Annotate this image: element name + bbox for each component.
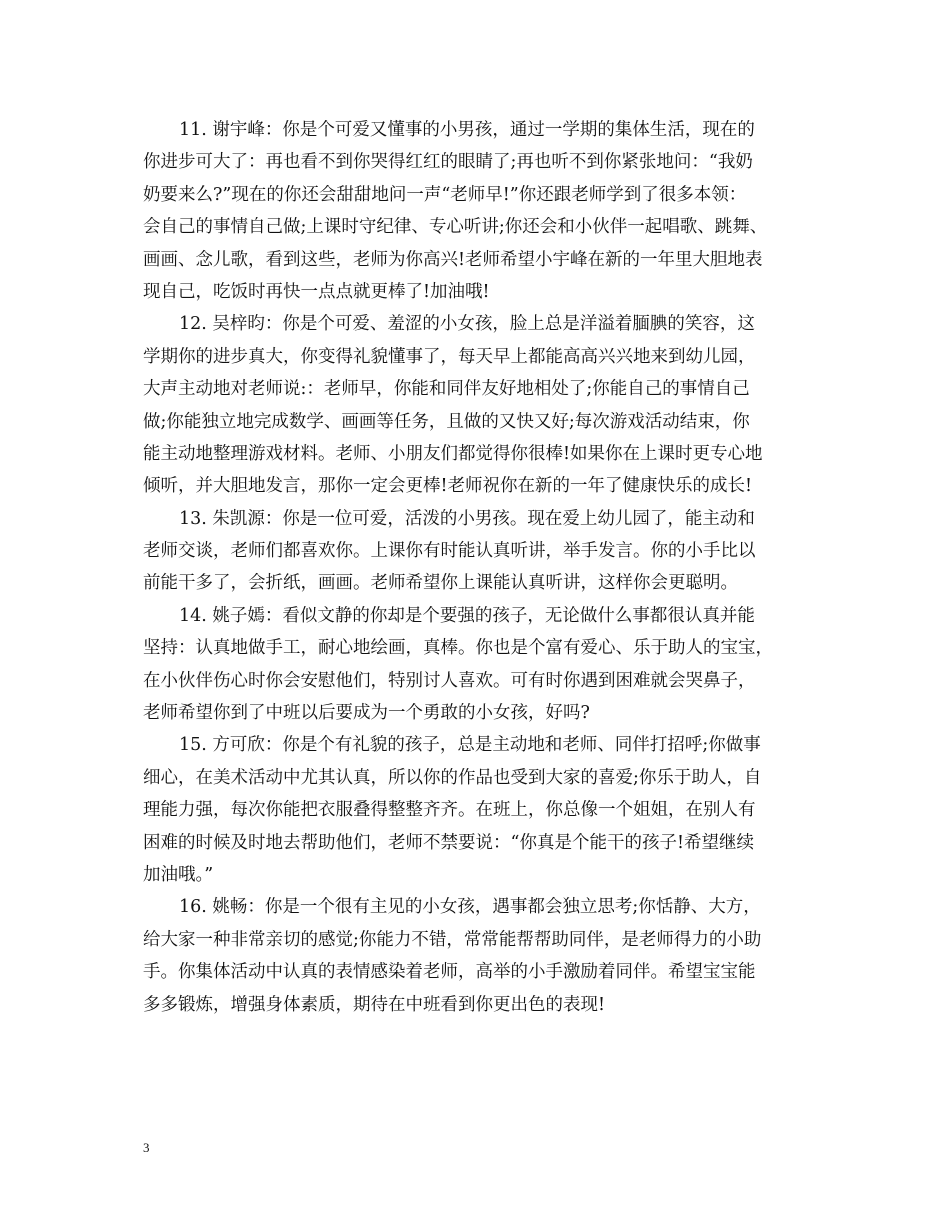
paragraph-line: 细心，在美术活动中尤其认真，所以你的作品也受到大家的喜爱;你乐于助人，自 [143, 767, 762, 788]
paragraph-line: 会自己的事情自己做;上课时守纪律、专心听讲;你还会和小伙伴一起唱歌、跳舞、 [143, 217, 768, 238]
paragraph-line: 大声主动地对老师说:：老师早，你能和同伴友好地相处了;你能自己的事情自己 [143, 379, 750, 400]
paragraph-line: 14. 姚子嫣：看似文静的你却是个要强的孩子，无论做什么事都很认真并能 [179, 605, 755, 626]
paragraph-line: 在小伙伴伤心时你会安慰他们，特别讨人喜欢。可有时你遇到困难就会哭鼻子， [143, 670, 756, 691]
paragraph-line: 理能力强，每次你能把衣服叠得整整齐齐。在班上，你总像一个姐姐，在别人有 [143, 800, 756, 821]
comment-paragraph-15 [143, 729, 823, 891]
paragraph-line: 11. 谢宇峰：你是个可爱又懂事的小男孩，通过一学期的集体生活，现在的 [179, 120, 755, 140]
paragraph-line: 画画、念儿歌，看到这些，老师为你高兴!老师希望小宇峰在新的一年里大胆地表 [143, 249, 763, 270]
paragraph-line: 坚持：认真地做手工，耐心地绘画，真棒。你也是个富有爱心、乐于助人的宝宝， [143, 638, 773, 659]
paragraph-line: 加油哦。” [143, 864, 214, 885]
paragraph-line: 15. 方可欣：你是个有礼貌的孩子，总是主动地和老师、同伴打招呼;你做事 [179, 735, 761, 756]
paragraph-line: 困难的时候及时地去帮助他们，老师不禁要说：“你真是个能干的孩子!希望继续 [143, 832, 754, 853]
paragraph-line: 12. 吴梓昀：你是个可爱、羞涩的小女孩，脸上总是洋溢着腼腆的笑容，这 [179, 314, 755, 335]
comment-paragraph-16 [143, 891, 823, 1021]
paragraph-line: 给大家一种非常亲切的感觉;你能力不错，常常能帮帮助同伴，是老师得力的小助 [143, 929, 762, 950]
paragraph-line: 做;你能独立地完成数学、画画等任务，且做的又快又好;每次游戏活动结束，你 [143, 411, 750, 432]
paragraph-line: 奶要来么?”现在的你还会甜甜地问一声“老师早!”你还跟老师学到了很多本领： [143, 184, 747, 205]
page-number: 3 [143, 1140, 150, 1155]
paragraph-line: 学期你的进步真大，你变得礼貌懂事了，每天早上都能高高兴兴地来到幼儿园， [143, 346, 756, 367]
paragraph-line: 你进步可大了：再也看不到你哭得红红的眼睛了;再也听不到你紧张地问：“我奶 [143, 152, 753, 173]
paragraph-line: 老师希望你到了中班以后要成为一个勇敢的小女孩，好吗? [143, 703, 590, 724]
paragraph-line: 能主动地整理游戏材料。老师、小朋友们都觉得你很棒!如果你在上课时更专心地 [143, 443, 763, 464]
paragraph-line: 现自己，吃饭时再快一点点就更棒了!加油哦! [143, 281, 490, 302]
paragraph-line: 多多锻炼，增强身体素质，期待在中班看到你更出色的表现! [143, 994, 606, 1015]
comment-paragraph-14 [143, 600, 823, 730]
paragraph-line: 倾听，并大胆地发言，那你一定会更棒!老师祝你在新的一年了健康快乐的成长! [143, 476, 753, 497]
paragraph-line: 老师交谈，老师们都喜欢你。上课你有时能认真听讲，举手发言。你的小手比以 [143, 541, 756, 562]
comment-paragraph-11 [143, 114, 823, 308]
comment-paragraph-12 [143, 308, 823, 502]
comment-paragraph-13 [143, 503, 823, 600]
paragraph-line: 手。你集体活动中认真的表情感染着老师，高举的小手激励着同伴。希望宝宝能 [143, 962, 756, 983]
paragraph-line: 13. 朱凯源：你是一位可爱，活泼的小男孩。现在爱上幼儿园了，能主动和 [179, 508, 755, 529]
paragraph-line: 前能干多了，会折纸，画画。老师希望你上课能认真听讲，这样你会更聪明。 [143, 573, 738, 594]
document-body [143, 114, 823, 1021]
paragraph-line: 16. 姚畅：你是一个很有主见的小女孩，遇事都会独立思考;你恬静、大方， [179, 897, 761, 918]
